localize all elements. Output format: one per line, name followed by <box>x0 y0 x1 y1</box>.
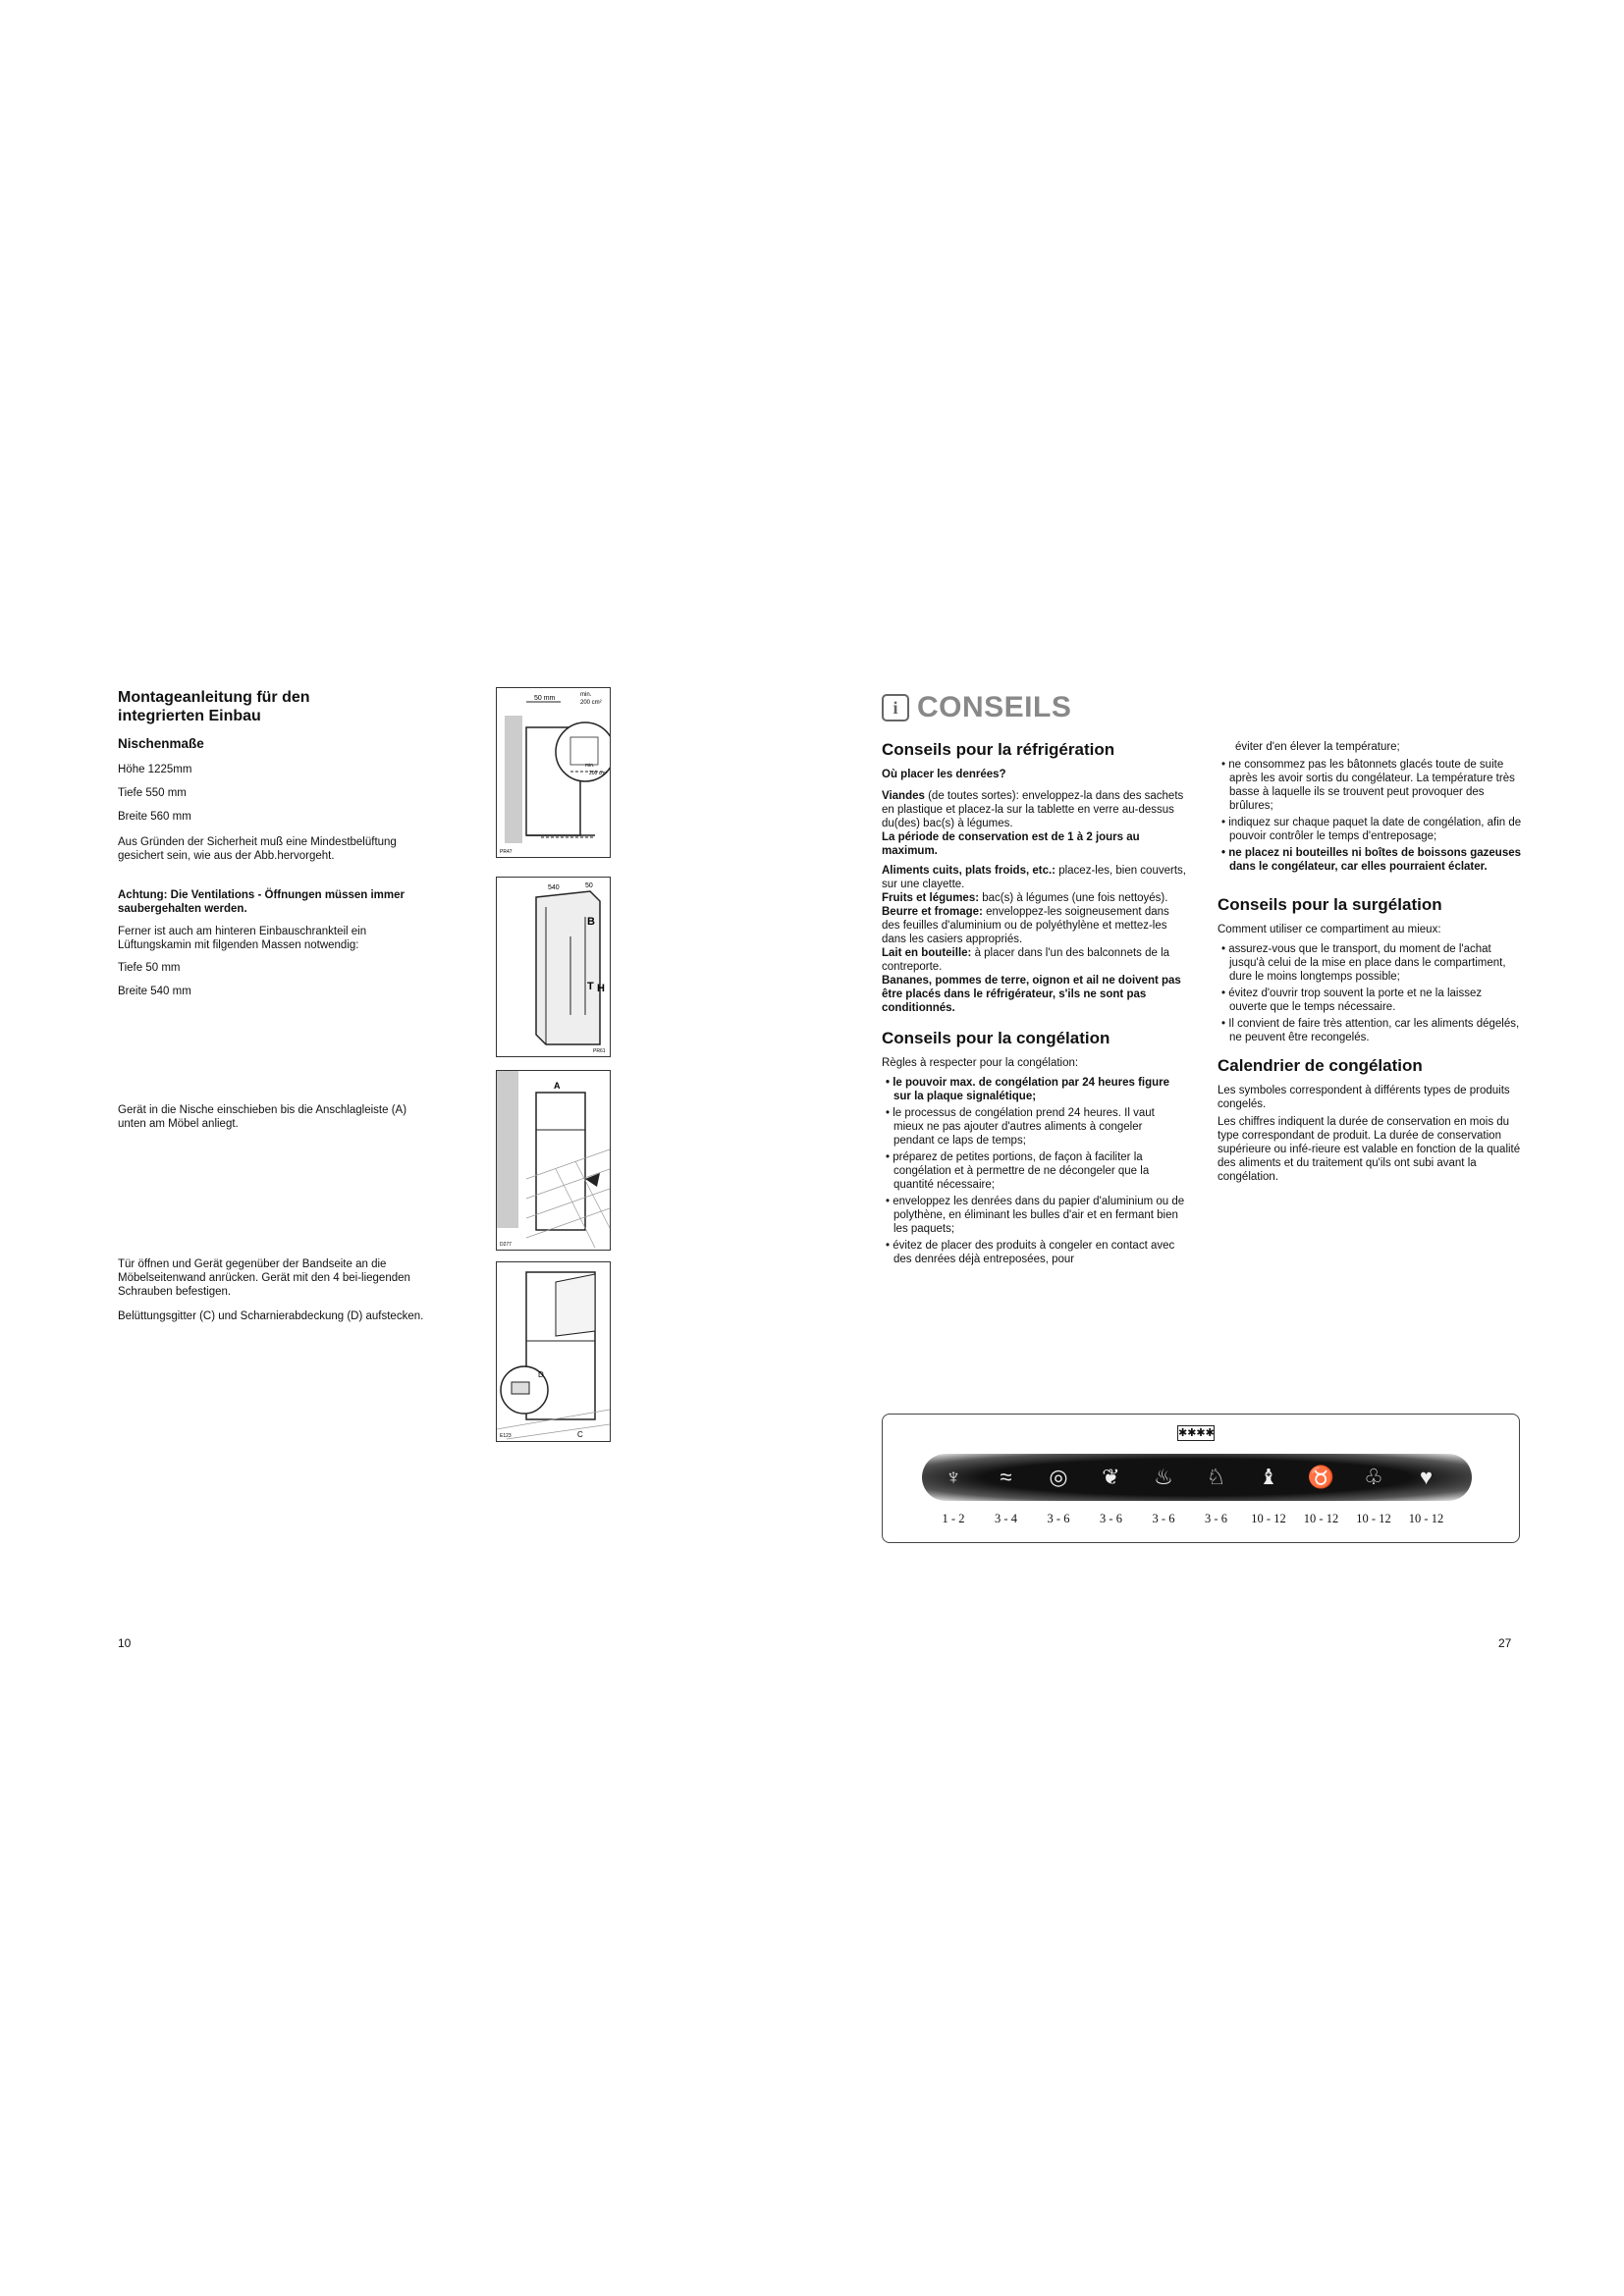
congel-bullet-5: • évitez de placer des produits à congeler en contact avec des denrées déjà entreposées, pour <box>886 1240 1175 1265</box>
dim2-tiefe: Tiefe 50 mm <box>118 962 181 974</box>
congel-bullet-3: • préparez de petites portions, de façon à faciliter la congélation et à permettre de ne décongeler que la quantité nécessaire; <box>886 1151 1150 1191</box>
carrot-icon: ♧ <box>1364 1465 1383 1489</box>
four-star-rating: ✱✱✱✱ <box>1178 1427 1215 1439</box>
right-page-number: 27 <box>1498 1636 1512 1650</box>
congel-bullet-1: • le pouvoir max. de congélation par 24 heures figure sur la plaque signalétique; <box>886 1077 1170 1102</box>
figure-chimney-dimensions <box>496 877 611 1057</box>
fig1-label-area: 200 cm² <box>580 700 602 706</box>
calendar-value: 3 - 6 <box>1152 1512 1175 1525</box>
ice-cream-icon: ♆ <box>945 1465 962 1489</box>
figure-insert-appliance <box>496 1070 611 1251</box>
right-column-1 <box>882 740 1186 1269</box>
fig4-code: E123 <box>500 1433 512 1439</box>
col2-bullet-3: • ne placez ni bouteilles ni boîtes de boissons gazeuses dans le congélateur, car elles pourraient éclater. <box>1221 847 1522 873</box>
lait-text: à placer dans l'un des balconnets de la contreporte. <box>882 947 1170 973</box>
left-subtitle: Nischenmaße <box>118 736 204 751</box>
congel-title: Conseils pour la congélation <box>882 1029 1110 1047</box>
figure-fix-appliance <box>496 1261 611 1442</box>
poultry-icon: ♝ <box>1259 1465 1278 1489</box>
dim-tiefe: Tiefe 550 mm <box>118 787 187 799</box>
beef-icon: ♉ <box>1307 1465 1335 1489</box>
fig3-code: D277 <box>500 1242 512 1248</box>
congel-intro: Règles à respecter pour la congélation: <box>882 1057 1079 1069</box>
left-para3: Gerät in die Nische einschieben bis die Anschlagleiste (A) unten am Möbel anliegt. <box>118 1104 407 1130</box>
fruits-text: bac(s) à légumes (une fois nettoyés). <box>979 892 1168 904</box>
dim-breite: Breite 560 mm <box>118 811 191 823</box>
cal-title: Calendrier de congélation <box>1218 1056 1423 1075</box>
fig1-label-min: min. <box>580 692 592 698</box>
info-icon: i <box>882 694 909 721</box>
fish-round-icon: ◎ <box>1049 1465 1068 1489</box>
surg-bullet-3: • Il convient de faire très attention, car les aliments dégelés, ne peuvent être recongelés. <box>1221 1018 1520 1043</box>
fruits-lead: Fruits et légumes: <box>882 892 980 904</box>
lait-paragraph <box>882 946 1186 974</box>
insert-appliance-drawing <box>497 1071 610 1250</box>
fish-icon: ≈ <box>1000 1465 1012 1489</box>
surg-bullet-1: • assurez-vous que le transport, du moment de l'achat jusqu'à celui de la mise en place dans le compartiment, dure le moins longtemps possible; <box>1221 943 1506 983</box>
surg-bullet-2: • évitez d'ouvrir trop souvent la porte et ne la laissez ouverte que le temps nécessaire. <box>1221 988 1483 1013</box>
fig2-label-50: 50 <box>585 882 593 889</box>
calendar-value: 10 - 12 <box>1356 1512 1391 1525</box>
dim-hoehe: Höhe 1225mm <box>118 764 192 775</box>
cal-paragraph-2: Les chiffres indiquent la durée de conservation en mois du type correspondant de produit. La durée de conservation supérieure ou infé-rieure est valable en fonction de la qualité des aliments et du traitement qu'ils ont subi avant la congélation. <box>1218 1116 1521 1183</box>
niche-ventilation-drawing <box>497 688 610 857</box>
fig2-code: PR61 <box>593 1048 606 1054</box>
fig3-label-a: A <box>554 1081 561 1091</box>
chicken-icon: ♘ <box>1206 1465 1226 1489</box>
col2-continuation: éviter d'en élever la température; <box>1235 741 1400 753</box>
fix-appliance-drawing <box>497 1262 610 1441</box>
calendar-value: 10 - 12 <box>1408 1512 1444 1525</box>
congel-bullet-4: • enveloppez les denrées dans du papier d'aluminium ou de polythène, en éliminant les bulles d'air et en fermant bien les paquets; <box>886 1196 1185 1235</box>
beurre-paragraph <box>882 905 1186 946</box>
fig1-label-area2: 200 cm² <box>589 771 608 776</box>
congel-bullet-2: • le processus de congélation prend 24 heures. Il vaut mieux ne pas ajouter d'autres aliments à congeler pendant ce laps de temps; <box>886 1107 1155 1147</box>
where-title: Où placer les denrées? <box>882 769 1006 780</box>
refrig-title: Conseils pour la réfrigération <box>882 740 1115 759</box>
fig2-label-b: B <box>587 916 595 928</box>
viandes-bold: La période de conservation est de 1 à 2 jours au maximum. <box>882 831 1140 857</box>
calendar-value: 3 - 6 <box>1205 1512 1227 1525</box>
fruits-paragraph <box>882 891 1186 905</box>
left-para4: Tür öffnen und Gerät gegenüber der Bandseite an die Möbelseitenwand anrücken. Gerät mit den 4 bei-liegenden Schrauben befestigen. <box>118 1258 410 1298</box>
calendar-value: 3 - 6 <box>1100 1512 1122 1525</box>
calendar-value: 3 - 6 <box>1047 1512 1070 1525</box>
calendar-value: 1 - 2 <box>942 1512 965 1525</box>
left-title-line1: Montageanleitung für den <box>118 689 310 706</box>
section-header <box>882 691 1071 724</box>
calendar-value: 10 - 12 <box>1251 1512 1286 1525</box>
surg-intro: Comment utiliser ce compartiment au mieux: <box>1218 924 1441 935</box>
viandes-lead: Viandes <box>882 790 925 802</box>
fig1-code: PR47 <box>500 849 513 855</box>
calendar-icon-band <box>922 1454 1472 1501</box>
cuits-text: placez-les, bien couverts, sur une clayette. <box>882 865 1186 890</box>
fig4-label-d: D <box>538 1370 544 1379</box>
lait-lead: Lait en bouteille: <box>882 947 972 959</box>
left-title-line2: integrierten Einbau <box>118 708 261 724</box>
chimney-dimensions-drawing <box>497 878 610 1056</box>
beurre-lead: Beurre et fromage: <box>882 906 983 918</box>
left-warning: Achtung: Die Ventilations - Öffnungen müssen immer saubergehalten werden. <box>118 889 405 915</box>
cuits-lead: Aliments cuits, plats froids, etc.: <box>882 865 1056 877</box>
surg-title: Conseils pour la surgélation <box>1218 895 1442 914</box>
viandes-text: (de toutes sortes): enveloppez-la dans des sachets en plastique et placez-la sur la tablette en verre au-dessus du(des) bac(s) à légumes. <box>882 790 1184 829</box>
dim2-breite: Breite 540 mm <box>118 986 191 997</box>
figure-niche-ventilation <box>496 687 611 858</box>
left-page-number: 10 <box>118 1636 132 1650</box>
col2-bullet-1: • ne consommez pas les bâtonnets glacés toute de suite après les avoir sortis du congélateur. La température très basse à laquelle ils se trouvent peut provoquer des brûlures; <box>1221 759 1515 812</box>
calendar-value: 10 - 12 <box>1303 1512 1339 1525</box>
fig2-label-h: H <box>597 983 605 994</box>
meat-icon: ♨ <box>1154 1465 1173 1489</box>
bananes-bold: Bananes, pommes de terre, oignon et ail ne doivent pas être placés dans le réfrigérateur, s'ils ne sont pas conditionnés. <box>882 975 1181 1014</box>
bread-icon: ❦ <box>1102 1465 1120 1489</box>
strawberry-icon: ♥ <box>1419 1465 1434 1489</box>
beurre-text: enveloppez-les soigneusement dans des feuilles d'aluminium ou de polyéthylène et mettez-les dans les casiers appropriés. <box>882 906 1169 945</box>
left-para2: Ferner ist auch am hinteren Einbauschrankteil ein Lüftungskamin mit filgenden Massen notwendig: <box>118 926 367 951</box>
left-para1: Aus Gründen der Sicherheit muß eine Mindestbelüftung gesichert sein, wie aus der Abb.hervorgeht. <box>118 836 397 862</box>
viandes-paragraph <box>882 789 1186 830</box>
cuits-paragraph <box>882 864 1186 891</box>
col2-bullet-2: • indiquez sur chaque paquet la date de congélation, afin de pouvoir contrôler le temps d'entreposage; <box>1221 817 1522 842</box>
freezing-calendar <box>882 1414 1520 1543</box>
fig2-label-540: 540 <box>548 884 560 891</box>
fig4-label-c: C <box>577 1430 583 1439</box>
right-column-2 <box>1218 740 1522 1184</box>
fig1-label-top: 50 mm <box>534 695 556 702</box>
cal-paragraph-1: Les symboles correspondent à différents types de produits congelés. <box>1218 1085 1510 1110</box>
left-para5: Belüttungsgitter (C) und Scharnierabdeckung (D) aufstecken. <box>118 1310 424 1322</box>
calendar-value: 3 - 4 <box>995 1512 1017 1525</box>
section-title: CONSEILS <box>917 691 1072 723</box>
fig1-label-min2: min. <box>585 763 595 769</box>
fig2-label-t: T <box>587 981 594 992</box>
